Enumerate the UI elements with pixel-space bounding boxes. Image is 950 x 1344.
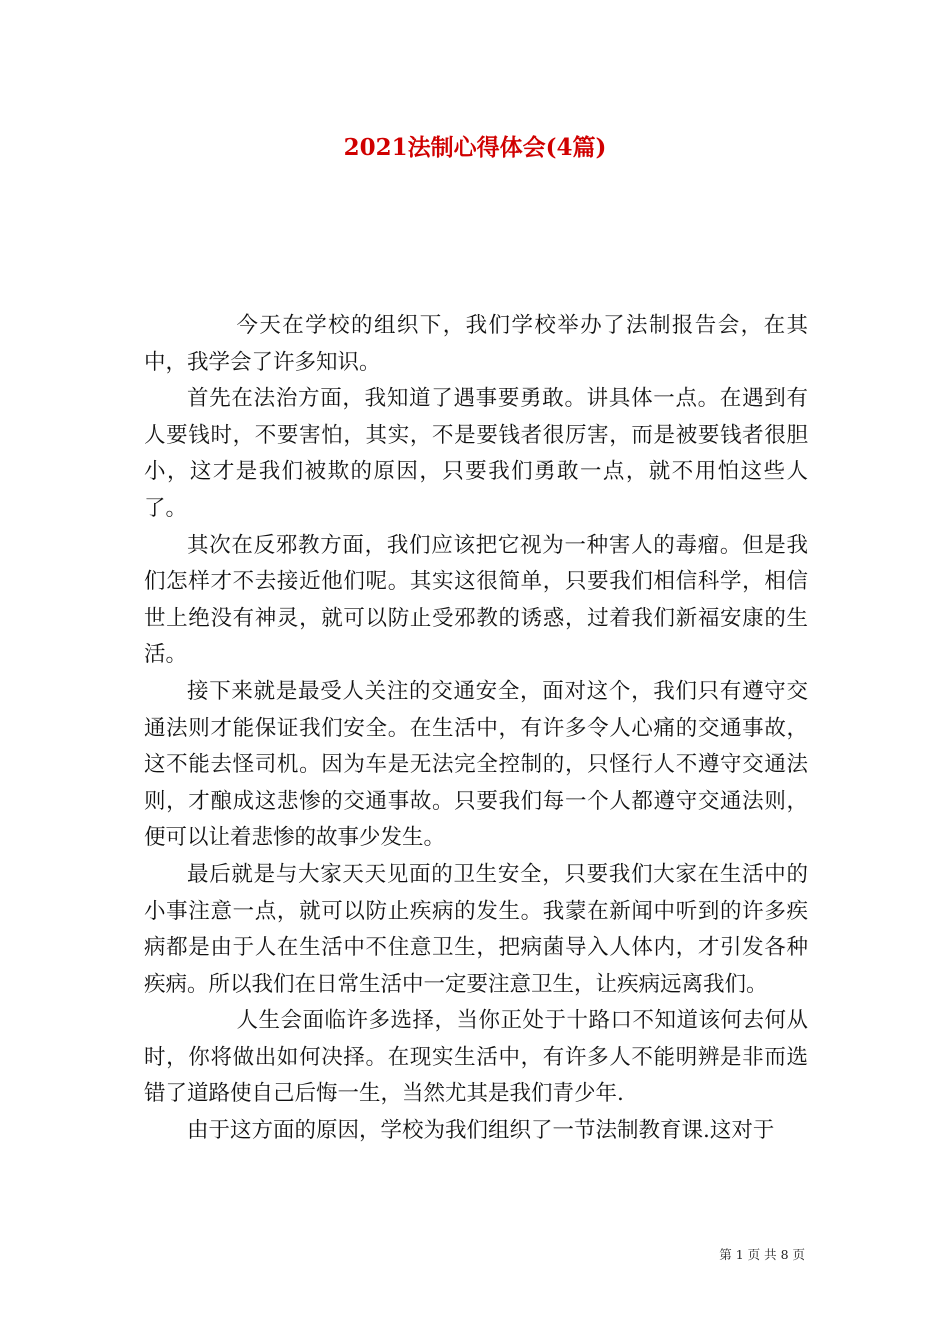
document-body xyxy=(144,308,808,1150)
paragraph-6: 人生会面临许多选择，当你正处于十路口不知道该何去何从时，你将做出如何决择。在现实生活中，有许多人不能明辨是非而选错了道路使自己后悔一生，当然尤其是我们青少年. xyxy=(144,1008,808,1107)
paragraph-4: 接下来就是最受人关注的交通安全，面对这个，我们只有遵守交通法则才能保证我们安全。在生活中，有许多令人心痛的交通事故，这不能去怪司机。因为车是无法完全控制的，只怪行人不遵守交通法则，才酿成这悲惨的交通事故。只要我们每一个人都遵守交通法则，便可以让着悲惨的故事少发生。 xyxy=(144,678,808,851)
paragraph-7: 由于这方面的原因，学校为我们组织了一节法制教育课.这对于 xyxy=(187,1118,775,1144)
paragraph-1: 今天在学校的组织下，我们学校举办了法制报告会，在其中，我学会了许多知识。 xyxy=(144,313,808,375)
paragraph-2: 首先在法治方面，我知道了遇事要勇敢。讲具体一点。在遇到有人要钱时，不要害怕，其实，不是要钱者很厉害，而是被要钱者很胆小，这才是我们被欺的原因，只要我们勇敢一点，就不用怕这些人了。 xyxy=(144,386,808,521)
page-number-footer: 第 1 页 共 8 页 xyxy=(719,1247,805,1262)
paragraph-5: 最后就是与大家天天见面的卫生安全，只要我们大家在生活中的小事注意一点，就可以防止疾病的发生。我蒙在新闻中听到的许多疾病都是由于人在生活中不住意卫生，把病菌导入人体内，才引发各种疾病。所以我们在日常生活中一定要注意卫生，让疾病远离我们。 xyxy=(144,861,808,997)
paragraph-3: 其次在反邪教方面，我们应该把它视为一种害人的毒瘤。但是我们怎样才不去接近他们呢。其实这很简单，只要我们相信科学，相信世上绝没有神灵，就可以防止受邪教的诱惑，过着我们新福安康的生活。 xyxy=(144,532,808,668)
document-title: 2021法制心得体会(4篇) xyxy=(343,134,607,161)
